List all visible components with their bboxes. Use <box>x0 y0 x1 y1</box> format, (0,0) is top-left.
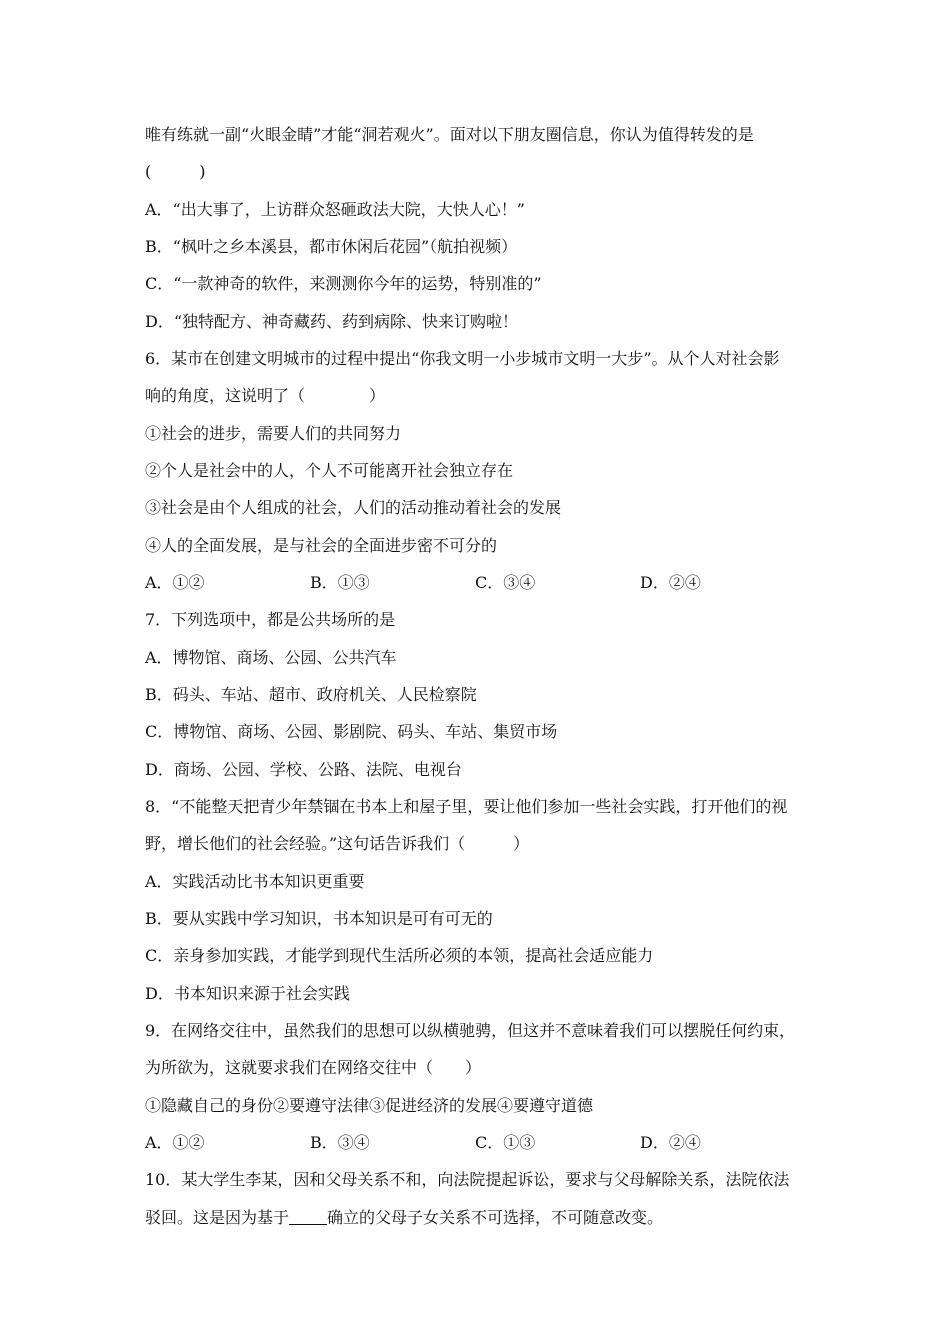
q6-choice-b: B．①③ <box>310 573 370 592</box>
q5-option-b: B．“枫叶之乡本溪县，都市休闲后花园”（航拍视频） <box>145 237 518 256</box>
q6-statement-1: ①社会的进步，需要人们的共同努力 <box>145 424 402 443</box>
q8-option-d: D．书本知识来源于社会实践 <box>145 984 350 1003</box>
q8-option-c: C．亲身参加实践，才能学到现代生活所必须的本领，提高社会适应能力 <box>145 946 654 965</box>
q7-option-c: C．博物馆、商场、公园、影剧院、码头、车站、集贸市场 <box>145 722 558 741</box>
q9-choice-c: C．①③ <box>475 1133 536 1152</box>
q10-stem-line1: 10．某大学生李某，因和父母关系不和，向法院提起诉讼，要求与父母解除关系，法院依法 <box>145 1170 790 1189</box>
q5-answer-paren: ( ) <box>145 162 206 181</box>
q5-option-d: D．“独特配方、神奇藏药、药到病除、快来订购啦！ <box>145 312 519 331</box>
q5-option-c: C．“一款神奇的软件，来测测你今年的运势，特别准的” <box>145 274 542 293</box>
q10-stem-line2 <box>145 1208 663 1230</box>
q7-option-b: B．码头、车站、超市、政府机关、人民检察院 <box>145 685 477 704</box>
q9-choice-b: B．③④ <box>310 1133 370 1152</box>
q9-choice-d: D．②④ <box>640 1133 701 1152</box>
q8-stem-line2: 野，增长他们的社会经验。”这句话告诉我们（ ） <box>145 834 530 853</box>
q5-option-a: A．“出大事了，上访群众怒砸政法大院，大快人心！” <box>145 200 525 219</box>
q7-option-a: A．博物馆、商场、公园、公共汽车 <box>145 648 397 667</box>
q8-option-a: A．实践活动比书本知识更重要 <box>145 872 365 891</box>
q6-stem-line2: 响的角度，这说明了（ ） <box>145 386 386 405</box>
q10-stem-line2-after-blank: 确立的父母子女关系不可选择，不可随意改变。 <box>327 1208 664 1227</box>
q6-choice-d: D．②④ <box>640 573 701 592</box>
q5-stem: 唯有练就一副“火眼金睛”才能“洞若观火”。面对以下朋友圈信息，你认为值得转发的是 <box>145 125 754 144</box>
q8-option-b: B．要从实践中学习知识，书本知识是可有可无的 <box>145 909 493 928</box>
q6-choice-a: A．①② <box>145 573 205 592</box>
q6-statement-2: ②个人是社会中的人，个人不可能离开社会独立存在 <box>145 461 514 480</box>
q10-stem-line2-before-blank: 驳回。这是因为基于 <box>145 1208 290 1227</box>
q6-statement-4: ④人的全面发展，是与社会的全面进步密不可分的 <box>145 536 498 555</box>
q9-choice-a: A．①② <box>145 1133 205 1152</box>
q6-statement-3: ③社会是由个人组成的社会，人们的活动推动着社会的发展 <box>145 498 562 517</box>
q6-stem-line1: 6．某市在创建文明城市的过程中提出“你我文明一小步城市文明一大步”。从个人对社会影 <box>145 349 780 368</box>
q9-statements: ①隐藏自己的身份②要遵守法律③促进经济的发展④要遵守道德 <box>145 1096 594 1115</box>
q7-stem: 7．下列选项中，都是公共场所的是 <box>145 610 396 629</box>
q7-option-d: D．商场、公园、学校、公路、法院、电视台 <box>145 760 462 779</box>
fill-in-blank <box>289 1208 327 1225</box>
q6-choice-c: C．③④ <box>475 573 536 592</box>
q8-stem-line1: 8．“不能整天把青少年禁锢在书本上和屋子里，要让他们参加一些社会实践，打开他们的视 <box>145 797 788 816</box>
q9-stem-line2: 为所欲为，这就要求我们在网络交往中（ ） <box>145 1058 482 1077</box>
q9-stem-line1: 9．在网络交往中，虽然我们的思想可以纵横驰骋，但这并不意味着我们可以摆脱任何约束， <box>145 1021 796 1040</box>
